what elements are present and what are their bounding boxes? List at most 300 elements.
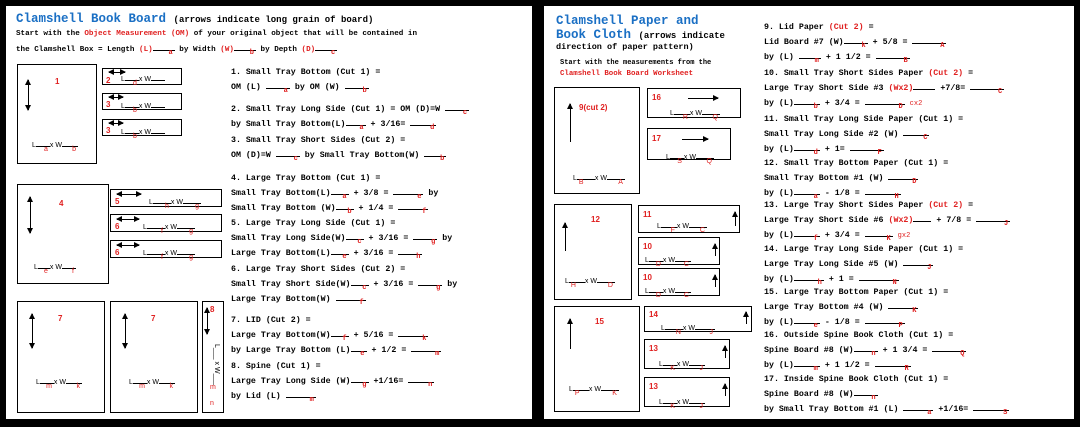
blank-letter: N (675, 329, 681, 336)
piece-number: 6 (115, 222, 120, 231)
instr-6 (231, 264, 457, 306)
instr-text: + 3/16= (365, 120, 411, 129)
answer-blank[interactable] (973, 401, 1009, 417)
instr-text: + 1/4 = (353, 204, 399, 213)
piece-number: 7 (151, 314, 156, 323)
dim-blank[interactable] (569, 273, 585, 289)
piece-dimensions (645, 252, 691, 268)
dim-sep: x W (49, 142, 62, 149)
instr-wx2-highlight: (Wx2) (888, 84, 914, 93)
dim-blank[interactable] (177, 219, 195, 235)
blank-letter: h (416, 253, 421, 261)
instr-line (764, 342, 966, 357)
blank-letter: e (417, 193, 422, 201)
blank-letter: d (430, 124, 435, 132)
instr-line (231, 79, 380, 94)
blank-letter: b (440, 155, 445, 163)
paper-piece-9 (554, 87, 640, 194)
instr-title: 17. Inside Spine Book Cloth (Cut 1) = (764, 375, 949, 384)
answer-blank[interactable] (875, 357, 911, 373)
dim-blank[interactable] (689, 356, 705, 372)
blank-letter: g (431, 238, 436, 246)
dim-blank[interactable] (38, 259, 50, 275)
instr-5 (231, 218, 452, 260)
instr-text: by (L) (764, 53, 799, 62)
instr-line (231, 291, 457, 306)
blank-letter: C (699, 227, 705, 234)
dim-blank[interactable] (695, 320, 715, 336)
piece-dimensions (121, 124, 165, 140)
piece-number: 16 (652, 93, 661, 102)
instr-text: 9. Lid Paper (764, 23, 829, 32)
piece-number: 15 (595, 317, 604, 326)
blank-letter: c (293, 155, 298, 163)
piece-dimensions (565, 273, 615, 289)
piece-dimensions (121, 98, 165, 114)
answer-blank[interactable] (418, 276, 442, 292)
instr-line (764, 299, 948, 314)
dim-blank[interactable] (649, 252, 663, 268)
blank-letter: a (359, 124, 364, 132)
dim-L: L (659, 399, 663, 406)
answer-blank[interactable] (393, 185, 423, 201)
instr-text: Small Tray Bottom #1 (W) (764, 174, 889, 183)
instr-title: 7. LID (Cut 2) = (231, 316, 311, 325)
board-piece-6b (110, 240, 222, 261)
answer-blank[interactable] (345, 79, 369, 95)
instr-text: Small Tray Long Side(W) (231, 234, 346, 243)
board-piece-7a (17, 301, 105, 413)
answer-blank[interactable] (336, 291, 366, 307)
paper-piece-17 (647, 128, 731, 165)
answer-blank[interactable] (794, 357, 820, 373)
blank-letter: C (683, 292, 689, 299)
dim-blank[interactable] (125, 98, 139, 114)
dim-blank[interactable] (151, 71, 165, 81)
paper-piece-10a (638, 237, 720, 268)
instr-text: by (L) (764, 318, 794, 327)
dim-L: L (657, 223, 661, 230)
answer-blank[interactable] (276, 147, 300, 163)
blank-letter: R (682, 114, 688, 121)
blank-letter: e (360, 350, 365, 358)
answer-blank[interactable] (331, 327, 349, 343)
intro-blank-b[interactable] (234, 41, 256, 57)
instr-line (764, 126, 963, 141)
intro-blank-c[interactable] (315, 41, 337, 57)
instr-line (764, 49, 946, 64)
dim-blank[interactable] (670, 149, 684, 165)
blank-letter: F (670, 227, 675, 234)
instr-line (764, 386, 1009, 401)
instr-line (231, 342, 441, 357)
blank-letter: b (813, 103, 818, 111)
instr-text: + 7/8 = (931, 216, 977, 225)
board-title-text: Clamshell Book Board (16, 12, 167, 26)
piece-number: 2 (106, 76, 111, 85)
instr-text: + 5/16 = (348, 331, 399, 340)
piece-dimensions (121, 71, 165, 87)
instr-title: 5. Large Tray Long Side (Cut 1) = (231, 219, 396, 228)
answer-blank[interactable] (346, 116, 366, 132)
dim-blank[interactable] (125, 71, 139, 87)
dim-blank[interactable] (702, 105, 720, 121)
grain-arrow-icon (117, 219, 139, 220)
dim-blank[interactable] (147, 219, 165, 235)
instr-title: 4. Large Tray Bottom (Cut 1) = (231, 174, 381, 183)
instr-text: + 3/16 = (348, 249, 399, 258)
instr-text: Large Tray Long Side #5 (W) (764, 260, 904, 269)
blank-letter: K (912, 307, 917, 315)
piece-number: 3 (106, 100, 111, 109)
dim-sep: x W (676, 361, 689, 368)
instr-line (764, 401, 1009, 416)
dim-blank[interactable] (649, 283, 663, 299)
answer-blank[interactable] (903, 256, 933, 272)
dim-blank[interactable] (607, 170, 625, 186)
dim-blank[interactable] (125, 124, 139, 140)
instr-line (231, 147, 446, 162)
dim-blank[interactable] (577, 170, 595, 186)
answer-blank[interactable] (794, 95, 820, 111)
blank-letter: m (210, 384, 216, 391)
piece-number: 13 (649, 382, 658, 391)
blank-letter: K (612, 390, 617, 397)
dim-sep: x W (49, 264, 62, 271)
instr-text: - 1/8 = (819, 318, 865, 327)
answer-blank[interactable] (903, 126, 929, 142)
answer-blank[interactable] (408, 373, 434, 389)
board-intro-line-1 (16, 29, 417, 40)
instr-title (764, 22, 946, 34)
answer-blank[interactable] (794, 314, 820, 330)
instr-line (231, 373, 434, 388)
dim-sep: x W (138, 103, 151, 110)
blank-letter: K (670, 365, 675, 372)
instr-text: Large Tray Bottom(L) (231, 249, 331, 258)
grain-arrow-icon (30, 197, 31, 233)
instr-text: Small Tray Long Side #2 (W) (764, 130, 904, 139)
instr-cut-highlight: (Cut 2) (928, 201, 964, 210)
blank-letter: A (618, 179, 623, 186)
answer-blank[interactable] (976, 212, 1010, 228)
blank-letter: a (342, 193, 347, 201)
intro-om-highlight: Object Measurement (OM) (84, 30, 190, 38)
dim-sep: x W (662, 257, 675, 264)
dim-blank[interactable] (597, 273, 615, 289)
answer-blank[interactable] (346, 230, 364, 246)
instr-1 (231, 67, 380, 94)
blank-letter: D (655, 292, 661, 299)
instr-8 (231, 361, 434, 403)
instr-line (231, 327, 441, 342)
paper-subtitle-2: direction of paper pattern) (556, 42, 694, 52)
piece-number: 9(cut 2) (579, 103, 608, 112)
instr-16 (764, 330, 966, 372)
answer-blank[interactable] (411, 342, 441, 358)
instr-text: + 1 1/2 = (820, 53, 876, 62)
piece-dimensions (670, 105, 720, 121)
answer-blank[interactable] (286, 388, 316, 404)
instr-11 (764, 114, 963, 156)
answer-blank[interactable] (970, 80, 1004, 96)
answer-blank[interactable] (398, 245, 422, 261)
blank-letter: f (160, 228, 163, 235)
dim-sep: x W (164, 224, 177, 231)
instr-text: by OM (W) (289, 83, 345, 92)
dim-blank[interactable] (133, 374, 147, 390)
answer-blank[interactable] (913, 80, 935, 90)
instr-text: Lid Board #7 (W) (764, 38, 844, 47)
piece-dimensions (666, 149, 714, 165)
paper-piece-13b (644, 377, 730, 410)
blank-letter: R (904, 365, 909, 373)
blank-letter: e (342, 253, 347, 261)
dim-blank[interactable] (661, 218, 677, 234)
instr-line (231, 116, 469, 131)
dim-blank[interactable] (159, 374, 175, 390)
dim-blank[interactable] (62, 259, 76, 275)
instr-title (764, 68, 1004, 80)
blank-letter: b (133, 107, 137, 114)
piece-dimensions (32, 137, 78, 153)
instr-line (764, 357, 966, 372)
answer-blank[interactable] (888, 170, 918, 186)
board-intro-line-2 (16, 41, 337, 56)
instr-line (231, 388, 434, 403)
blank-letter: Q (960, 350, 965, 358)
dim-L: L (666, 154, 670, 161)
answer-blank[interactable] (854, 342, 878, 358)
board-piece-3a (102, 93, 182, 114)
piece-dimensions (645, 283, 691, 299)
answer-blank[interactable] (903, 401, 933, 417)
dim-blank[interactable] (674, 105, 690, 121)
answer-blank[interactable] (865, 314, 905, 330)
blank-letter: g (189, 254, 193, 261)
blank-letter: n (871, 394, 876, 402)
dim-L: L (121, 129, 125, 136)
dim-sep: x W (146, 379, 159, 386)
paper-intro-2: Clamshell Book Board Worksheet (560, 70, 694, 78)
dim-L: L (34, 264, 38, 271)
instr-text: Large Tray Bottom(W) (231, 331, 331, 340)
dim-sep: x W (683, 154, 696, 161)
paper-title-line-1: Clamshell Paper and (556, 14, 699, 28)
blank-letter: f (422, 208, 427, 216)
answer-blank[interactable] (932, 342, 966, 358)
dim-L: L (36, 379, 40, 386)
dim-blank[interactable] (675, 252, 691, 268)
answer-blank[interactable] (351, 373, 369, 389)
dim-blank[interactable] (573, 381, 589, 397)
answer-blank[interactable] (876, 49, 910, 65)
paper-piece-16 (647, 88, 741, 121)
dim-blank[interactable] (147, 245, 165, 261)
blank-letter: a (44, 146, 48, 153)
instr-text: + 3/4 = (819, 99, 865, 108)
answer-blank[interactable] (859, 271, 899, 287)
answer-blank[interactable] (844, 34, 868, 50)
dim-blank[interactable] (696, 149, 714, 165)
instr-text: by Small Tray Bottom(L) (231, 120, 346, 129)
blank-letter: a (168, 49, 173, 57)
instr-text: - 1/8 = (819, 189, 865, 198)
dim-sep: x W (594, 175, 607, 182)
piece-dimensions (573, 170, 625, 186)
answer-blank[interactable] (351, 276, 369, 292)
answer-blank[interactable] (850, 141, 884, 157)
dim-L: L (569, 386, 573, 393)
dim-blank[interactable] (689, 394, 705, 410)
dim-blank[interactable] (36, 137, 50, 153)
instr-line (764, 141, 963, 156)
answer-blank[interactable] (336, 200, 354, 216)
board-piece-1 (17, 64, 97, 164)
instr-text: Large Tray Short Side #3 (764, 84, 889, 93)
blank-letter: b (133, 133, 137, 140)
board-piece-4 (17, 184, 109, 284)
piece-number: 8 (210, 305, 215, 314)
dim-blank[interactable] (66, 374, 82, 390)
dim-blank[interactable] (177, 245, 195, 261)
blank-letter: m (309, 396, 314, 404)
piece-number: 5 (115, 197, 120, 206)
instr-12 (764, 158, 948, 200)
paper-worksheet (544, 6, 1074, 419)
blank-letter: C (683, 261, 689, 268)
blank-letter: m (139, 383, 145, 390)
paper-piece-13a (644, 339, 730, 372)
instr-text: Small Tray Bottom (W) (231, 204, 336, 213)
instr-title: 1. Small Tray Bottom (Cut 1) = (231, 68, 381, 77)
answer-blank[interactable] (424, 147, 446, 163)
answer-blank[interactable] (865, 227, 893, 243)
intro-text: by Width (174, 46, 221, 54)
instr-text: by (L) (764, 189, 794, 198)
board-worksheet (6, 6, 532, 419)
instr-title: 14. Large Tray Long Side Paper (Cut 1) = (764, 245, 964, 254)
answer-blank[interactable] (794, 185, 820, 201)
instr-line (231, 245, 452, 260)
dim-blank[interactable] (663, 394, 677, 410)
dim-blank[interactable] (665, 320, 683, 336)
dim-sep: x W (138, 76, 151, 83)
answer-blank[interactable] (331, 185, 349, 201)
paper-subtitle: (arrows indicate (638, 31, 725, 41)
blank-letter: C (998, 88, 1003, 96)
dim-blank[interactable] (151, 98, 165, 108)
dim-L: L (32, 142, 36, 149)
blank-letter: n (210, 400, 214, 407)
answer-blank[interactable] (398, 200, 428, 216)
intro-text: the Clamshell Box = Length (16, 46, 140, 54)
dim-L: L (645, 257, 649, 264)
piece-dimensions (212, 344, 221, 385)
answer-blank[interactable] (794, 271, 824, 287)
blank-letter: J (699, 403, 703, 410)
piece-number: 11 (643, 210, 652, 219)
blank-letter: D (912, 178, 917, 186)
blank-letter: B (903, 57, 908, 65)
answer-blank[interactable] (799, 49, 821, 65)
answer-blank[interactable] (865, 95, 905, 111)
answer-blank[interactable] (888, 299, 918, 315)
dim-sep: x W (584, 278, 597, 285)
instr-text: Small Tray Short Side(W) (231, 280, 351, 289)
answer-blank[interactable] (445, 101, 469, 117)
dim-blank[interactable] (153, 194, 171, 210)
instr-text: 10. Small Tray Short Sides Paper (764, 69, 929, 78)
answer-blank[interactable] (410, 116, 436, 132)
paper-piece-10b (638, 268, 720, 299)
dim-blank[interactable] (151, 124, 165, 134)
instr-text: by (L) (764, 231, 794, 240)
instr-cut-highlight: (Cut 2) (828, 23, 864, 32)
answer-blank[interactable] (913, 212, 931, 222)
pattern-arrow-icon (688, 98, 718, 99)
answer-blank[interactable] (398, 327, 428, 343)
answer-blank[interactable] (865, 185, 901, 201)
intro-L: (L) (139, 46, 153, 54)
grain-arrow-icon (207, 308, 208, 334)
dim-blank[interactable] (601, 381, 619, 397)
answer-blank[interactable] (854, 386, 878, 402)
blank-letter: F (877, 149, 882, 157)
dim-blank[interactable] (663, 356, 677, 372)
dim-blank[interactable] (62, 137, 78, 153)
dim-blank[interactable] (675, 283, 691, 299)
answer-blank[interactable] (331, 245, 349, 261)
instr-text: by (L) (764, 99, 794, 108)
piece-number: 17 (652, 134, 661, 143)
blank-letter: b (72, 146, 76, 153)
instr-note: cx2 (909, 100, 923, 108)
answer-blank[interactable] (794, 141, 820, 157)
instr-text: by (L) (764, 361, 794, 370)
answer-blank[interactable] (413, 230, 437, 246)
blank-letter: n (871, 350, 876, 358)
blank-letter: g (195, 203, 199, 210)
instr-text: OM (D)=W (231, 151, 276, 160)
instr-line (231, 276, 457, 291)
blank-letter: b (249, 49, 254, 57)
answer-blank[interactable] (794, 227, 820, 243)
instr-title: 8. Spine (Cut 1) = (231, 362, 321, 371)
dim-blank[interactable] (183, 194, 201, 210)
paper-piece-11 (638, 205, 740, 233)
answer-blank[interactable] (351, 342, 367, 358)
dim-sep: x W (676, 223, 689, 230)
intro-blank-a[interactable] (153, 41, 175, 57)
dim-blank[interactable] (40, 374, 54, 390)
paper-intro-1: Start with the measurements from the (560, 59, 712, 67)
instr-text: + 1 1/2 = (819, 361, 875, 370)
blank-letter: h (817, 279, 822, 287)
instr-text: = (863, 23, 874, 32)
blank-letter: Q (712, 114, 718, 121)
board-piece-2 (102, 68, 182, 85)
piece-number: 4 (59, 199, 64, 208)
instr-line (764, 185, 948, 200)
board-piece-8-spine (202, 301, 224, 413)
intro-W: (W) (220, 46, 234, 54)
answer-blank[interactable] (266, 79, 290, 95)
answer-blank[interactable] (912, 34, 946, 50)
blank-letter: a (283, 87, 288, 95)
dim-blank[interactable] (689, 218, 707, 234)
piece-number: 10 (643, 242, 652, 251)
